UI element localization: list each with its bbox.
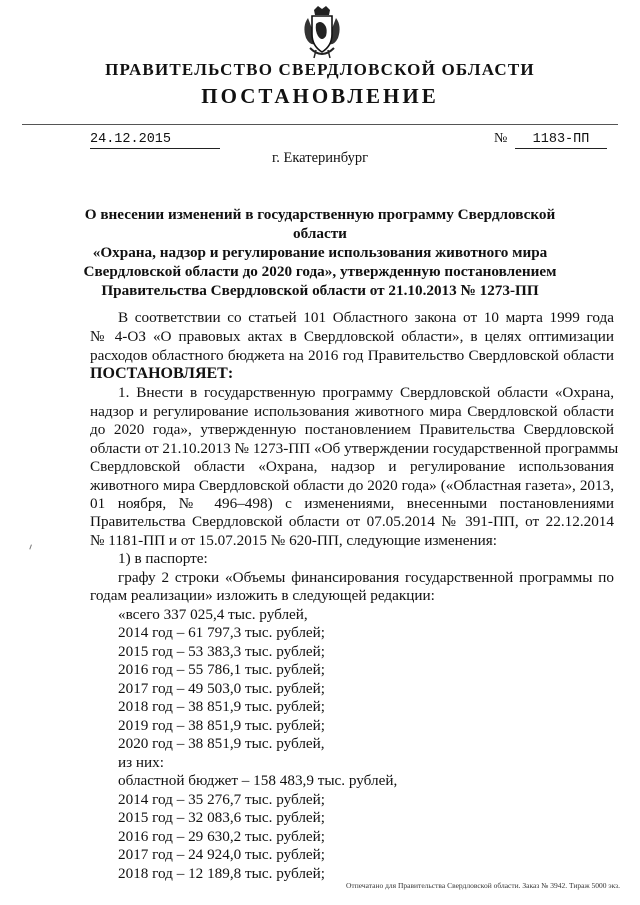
title-line: Правительства Свердловской области от 21.10.2013 № 1273-ПП	[101, 282, 539, 299]
body-line: 1) в паспорте:	[118, 550, 208, 567]
number-label: №	[494, 131, 508, 146]
body-line: 2017 год – 24 924,0 тыс. рублей;	[118, 846, 326, 863]
body-line: области от 21.10.2013 № 1273-ПП «Об утверждении государственной программы	[90, 440, 619, 457]
body-line: 2016 год – 29 630,2 тыс. рублей;	[118, 828, 326, 845]
body-line: «всего 337 025,4 тыс. рублей,	[118, 606, 308, 623]
body-line: годам реализации» изложить в следующей редакции:	[90, 587, 435, 604]
body-line: животного мира Свердловской области до 2020 года» («Областная газета», 2013,	[90, 477, 614, 494]
coat-of-arms-icon	[300, 4, 344, 60]
body-line: ПОСТАНОВЛЯЕТ:	[90, 365, 234, 382]
body-line: из них:	[118, 754, 164, 771]
title-line: «Охрана, надзор и регулирование использования животного мира	[92, 244, 548, 261]
document-title	[60, 205, 580, 300]
margin-mark	[29, 544, 34, 550]
body-line: 01 ноября, № 496–498) с изменениями, внесенными постановлениями	[90, 495, 614, 512]
document-type: ПОСТАНОВЛЕНИЕ	[201, 84, 439, 108]
title-line: О внесении изменений в государственную программу Свердловской области	[84, 206, 556, 242]
body-line: Правительства Свердловской области от 07.05.2014 № 391-ПП, от 22.12.2014	[90, 513, 614, 530]
body-line: 2020 год – 38 851,9 тыс. рублей,	[118, 735, 325, 752]
print-footer: Отпечатано для Правительства Свердловской области. Заказ № 3942. Тираж 5000 экз.	[346, 881, 620, 890]
body-line: областной бюджет – 158 483,9 тыс. рублей,	[118, 772, 398, 789]
city: г. Екатеринбург	[271, 150, 369, 166]
body-line: 2017 год – 49 503,0 тыс. рублей;	[118, 680, 326, 697]
header-divider	[22, 124, 618, 125]
document-number: 1183-ПП	[515, 132, 607, 149]
body-line: № 1181-ПП и от 15.07.2015 № 620-ПП, следующие изменения:	[90, 532, 497, 549]
body-line: 2015 год – 53 383,3 тыс. рублей;	[118, 643, 326, 660]
title-line: Свердловской области до 2020 года», утвержденную постановлением	[83, 263, 557, 280]
body-line: 2019 год – 38 851,9 тыс. рублей;	[118, 717, 326, 734]
body-line: надзор и регулирование использования животного мира Свердловской области	[90, 403, 614, 420]
body-line: 2014 год – 35 276,7 тыс. рублей;	[118, 791, 326, 808]
body-line: 2016 год – 55 786,1 тыс. рублей;	[118, 661, 326, 678]
body-line: расходов областного бюджета на 2016 год Правительство Свердловской области	[90, 347, 614, 364]
body-line: 2018 год – 12 189,8 тыс. рублей;	[118, 865, 326, 882]
document-date: 24.12.2015	[90, 132, 220, 149]
body-line: 1. Внести в государственную программу Свердловской области «Охрана,	[118, 384, 614, 401]
body-line: до 2020 года», утвержденную постановлением Правительства Свердловской	[90, 421, 614, 438]
body-line: 2018 год – 38 851,9 тыс. рублей;	[118, 698, 326, 715]
government-name: ПРАВИТЕЛЬСТВО СВЕРДЛОВСКОЙ ОБЛАСТИ	[105, 60, 535, 79]
body-line: Свердловской области «Охрана, надзор и регулирование использования	[90, 458, 614, 475]
body-line: В соответствии со статьей 101 Областного закона от 10 марта 1999 года	[118, 309, 614, 326]
body-line: графу 2 строки «Объемы финансирования государственной программы по	[118, 569, 614, 586]
body-line: 2015 год – 32 083,6 тыс. рублей;	[118, 809, 326, 826]
body-line: 2014 год – 61 797,3 тыс. рублей;	[118, 624, 326, 641]
body-line: № 4-ОЗ «О правовых актах в Свердловской области», в целях оптимизации	[90, 328, 614, 345]
